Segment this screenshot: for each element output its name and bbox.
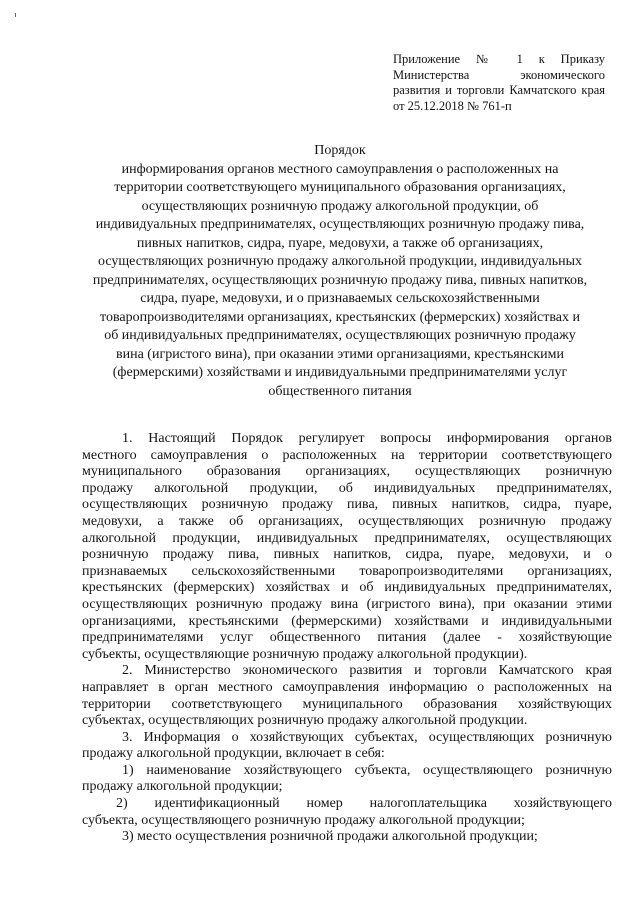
appendix-line: Министерства экономического (393, 67, 605, 82)
title-line: осуществляющих розничную продажу алкогольной продукции, об (141, 198, 539, 214)
scan-mark (15, 13, 16, 17)
paragraph-line: осуществляющих розничную продажу вина (игристого вина), при оказании этими (82, 596, 612, 612)
title-line: вина (игристого вина), при оказании этими организациями, крестьянскими (115, 346, 565, 362)
title-line: об индивидуальных предпринимателях, осуществляющих розничную продажу (104, 328, 576, 343)
paragraph-line: осуществляющих розничную продажу пива, пивных напитков, сидра, пуаре, (82, 497, 612, 513)
title-line: территории соответствующего муниципального образования организациях, (114, 180, 566, 195)
title-line: Порядок (314, 143, 366, 158)
title-line: предпринимателях, осуществляющих розничную продажу пива, пивных напитков, (92, 272, 588, 288)
paragraph-line: 3. Информация о хозяйствующих субъектах, осуществляющих розничную (122, 729, 612, 745)
paragraph-line: 2. Министерство экономического развития и торговли Камчатского края (122, 663, 612, 679)
paragraph-line: организациями, крестьянскими (фермерскими) хозяйствами и индивидуальными (82, 613, 612, 629)
title-line: пивных напитков, сидра, пуаре, медовухи, а также об организациях, (136, 235, 544, 251)
title-line: общественного питания (268, 383, 412, 399)
paragraph-line: алкогольной продукции, индивидуальных предпринимателях, осуществляющих (82, 530, 612, 546)
paragraph-line: субъектах, осуществляющих розничную продажу алкогольной продукции. (82, 713, 528, 729)
paragraph-line: признаваемых сельскохозяйственными товаропроизводителями организациях, (82, 563, 612, 579)
paragraph-line: 1. Настоящий Порядок регулирует вопросы информирования органов (122, 431, 612, 446)
paragraph-line: розничную продажу пива, пивных напитков, сидра, пуаре, медовухи, и о (82, 547, 612, 563)
appendix-line: развития и торговли Камчатского края (393, 83, 605, 97)
title-line: осуществляющих розничную продажу алкогольной продукции, индивидуальных (98, 254, 582, 269)
paragraph-line: медовухи, а также об организациях, осуществляющих розничную продажу (82, 513, 612, 529)
paragraph-line: продажу алкогольной продукции, включает в себя: (82, 746, 385, 762)
appendix-header (393, 52, 605, 114)
list-item-line: 1) наименование хозяйствующего субъекта, осуществляющего розничную (122, 762, 612, 778)
appendix-line: от 25.12.2018 № 761-п (393, 98, 512, 113)
paragraph-line: крестьянских (фермерских) хозяйствах и об индивидуальных предпринимателях, (82, 580, 612, 596)
title-line: сидра, пуаре, медовухи, и о признаваемых сельскохозяйственными (140, 291, 540, 306)
appendix-line: Приложение № 1 к Приказу (393, 52, 605, 66)
list-item-line: 2) идентификационный номер налогоплательщика хозяйствующего (116, 796, 612, 812)
document-title (70, 142, 610, 401)
list-item-line: субъекта, осуществляющего розничную продажу алкогольной продукции; (82, 812, 525, 828)
paragraph-line: направляет в орган местного самоуправления информацию о расположенных на (82, 679, 612, 695)
paragraph-line: предпринимателями услуг общественного питания (далее - хозяйствующие (82, 630, 612, 646)
paragraph-line: муниципального образования организациях, осуществляющих розничную (82, 464, 612, 480)
title-line: (фермерскими) хозяйствами и индивидуальными предпринимателями услуг (112, 365, 568, 380)
title-line: индивидуальных предпринимателях, осуществляющих розничную продажу пива, (95, 217, 585, 232)
list-item-line: продажу алкогольной продукции; (82, 779, 283, 795)
paragraph-line: местного самоуправления о расположенных на территории соответствующего (82, 447, 612, 463)
title-line: товаропроизводителями организациях, крестьянских (фермерских) хозяйствах и (100, 309, 580, 325)
document-body (82, 431, 612, 846)
paragraph-line: территории соответствующего муниципального образования хозяйствующих (82, 696, 612, 712)
title-line: информирования органов местного самоуправления о расположенных на (121, 161, 559, 177)
list-item-line: 3) место осуществления розничной продажи алкогольной продукции; (122, 829, 538, 845)
paragraph-line: субъекты, осуществляющие розничную продажу алкогольной продукции). (82, 646, 528, 662)
paragraph-line: продажу алкогольной продукции, об индивидуальных предпринимателях, (82, 480, 612, 496)
